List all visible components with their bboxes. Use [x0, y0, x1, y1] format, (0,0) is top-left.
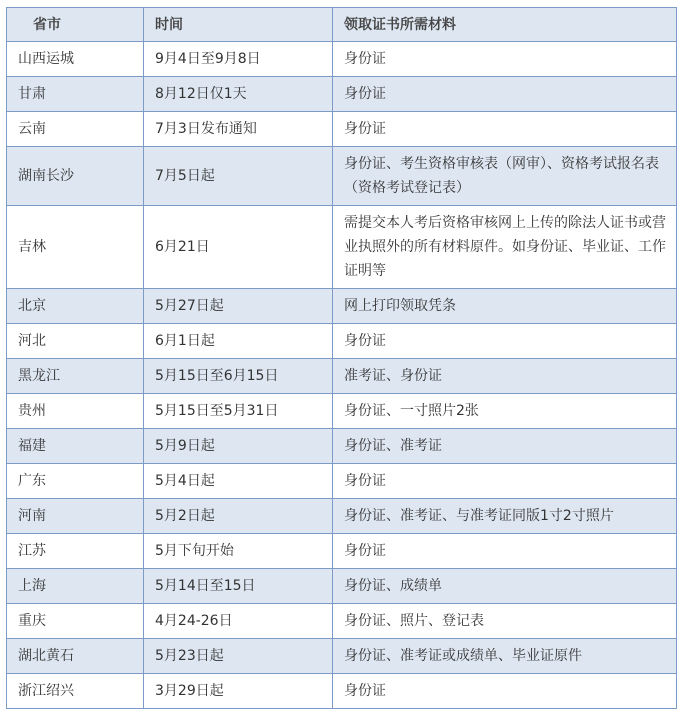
province-cell: 贵州 [7, 394, 144, 429]
materials-cell: 身份证、准考证或成绩单、毕业证原件 [333, 639, 677, 674]
materials-cell: 身份证、准考证 [333, 429, 677, 464]
province-cell: 河南 [7, 499, 144, 534]
province-cell: 黑龙江 [7, 359, 144, 394]
province-cell: 河北 [7, 324, 144, 359]
table-row [7, 206, 677, 289]
table-row [7, 534, 677, 569]
time-cell: 8月12日仅1天 [144, 77, 333, 112]
header-materials: 领取证书所需材料 [333, 8, 677, 42]
certificate-collection-table [6, 7, 677, 709]
header-time: 时间 [144, 8, 333, 42]
province-cell: 湖北黄石 [7, 639, 144, 674]
materials-cell: 身份证、照片、登记表 [333, 604, 677, 639]
materials-cell: 身份证 [333, 464, 677, 499]
time-cell: 5月14日至15日 [144, 569, 333, 604]
table-row [7, 569, 677, 604]
province-cell: 广东 [7, 464, 144, 499]
province-cell: 江苏 [7, 534, 144, 569]
materials-cell: 身份证 [333, 534, 677, 569]
materials-cell: 身份证 [333, 42, 677, 77]
materials-cell: 需提交本人考后资格审核网上上传的除法人证书或营业执照外的所有材料原件。如身份证、毕业证、工作证明等 [333, 206, 677, 289]
time-cell: 5月9日起 [144, 429, 333, 464]
time-cell: 5月15日至6月15日 [144, 359, 333, 394]
table-row [7, 429, 677, 464]
province-cell: 北京 [7, 289, 144, 324]
table-row [7, 639, 677, 674]
time-cell: 5月15日至5月31日 [144, 394, 333, 429]
time-cell: 5月23日起 [144, 639, 333, 674]
table-row [7, 42, 677, 77]
province-cell: 甘肃 [7, 77, 144, 112]
materials-cell: 身份证、准考证、与准考证同版1寸2寸照片 [333, 499, 677, 534]
time-cell: 3月29日起 [144, 674, 333, 709]
province-cell: 福建 [7, 429, 144, 464]
materials-cell: 身份证、成绩单 [333, 569, 677, 604]
time-cell: 9月4日至9月8日 [144, 42, 333, 77]
materials-cell: 准考证、身份证 [333, 359, 677, 394]
table-header-row [7, 8, 677, 42]
time-cell: 7月5日起 [144, 147, 333, 206]
table-row [7, 147, 677, 206]
table-body [7, 42, 677, 709]
table-row [7, 674, 677, 709]
materials-cell: 身份证 [333, 324, 677, 359]
table-row [7, 604, 677, 639]
province-cell: 上海 [7, 569, 144, 604]
province-cell: 重庆 [7, 604, 144, 639]
materials-cell: 身份证 [333, 112, 677, 147]
province-cell: 云南 [7, 112, 144, 147]
province-cell: 山西运城 [7, 42, 144, 77]
table-row [7, 464, 677, 499]
table-row [7, 324, 677, 359]
province-cell: 浙江绍兴 [7, 674, 144, 709]
table-row [7, 394, 677, 429]
table-row [7, 77, 677, 112]
header-province: 省市 [7, 8, 144, 42]
table-row [7, 112, 677, 147]
time-cell: 5月下旬开始 [144, 534, 333, 569]
materials-cell: 身份证、考生资格审核表（网审）、资格考试报名表（资格考试登记表） [333, 147, 677, 206]
materials-cell: 身份证 [333, 77, 677, 112]
table-row [7, 499, 677, 534]
time-cell: 5月2日起 [144, 499, 333, 534]
time-cell: 6月1日起 [144, 324, 333, 359]
materials-cell: 身份证 [333, 674, 677, 709]
time-cell: 6月21日 [144, 206, 333, 289]
province-cell: 吉林 [7, 206, 144, 289]
materials-cell: 身份证、一寸照片2张 [333, 394, 677, 429]
time-cell: 5月4日起 [144, 464, 333, 499]
province-cell: 湖南长沙 [7, 147, 144, 206]
materials-cell: 网上打印领取凭条 [333, 289, 677, 324]
time-cell: 5月27日起 [144, 289, 333, 324]
time-cell: 4月24-26日 [144, 604, 333, 639]
table-row [7, 359, 677, 394]
table-row [7, 289, 677, 324]
time-cell: 7月3日发布通知 [144, 112, 333, 147]
